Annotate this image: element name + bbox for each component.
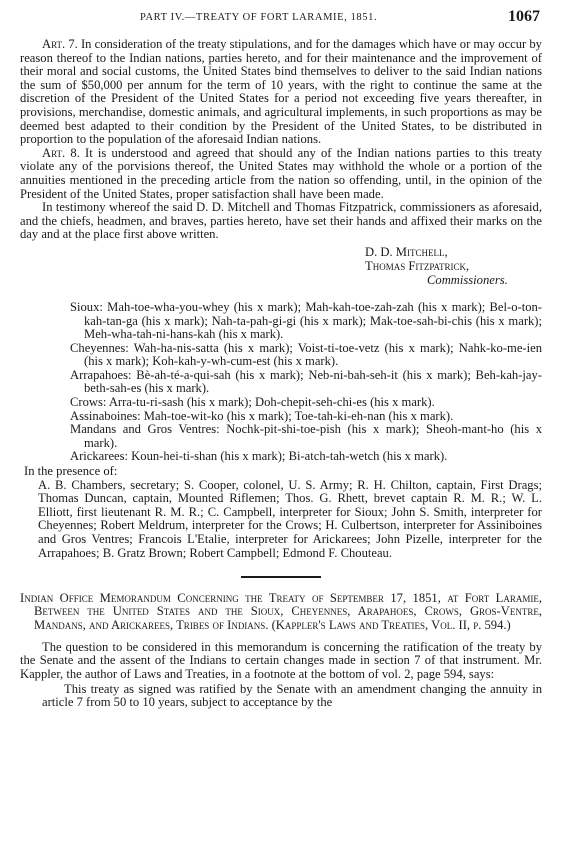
page-header [20, 8, 540, 30]
presence-heading: In the presence of: [24, 464, 118, 479]
article-8-label: Art. 8. [42, 145, 80, 160]
page-body [20, 38, 542, 710]
tribe-mandans-gros-ventres: Mandans and Gros Ventres: Nochk-pit-shi-toe-pish (his x mark); Sheoh-mant-ho (his x mark). [70, 422, 542, 450]
testimony-paragraph: In testimony whereof the said D. D. Mitchell and Thomas Fitzpatrick, commissioners as aforesaid, and the chiefs, headmen, and braves, parties hereto, have set their hands and affixed their marks on the day and at the place first above written. [20, 200, 542, 242]
signature-fitzpatrick: Thomas Fitzpatrick, [365, 258, 470, 273]
witness-list: A. B. Chambers, secretary; S. Cooper, colonel, U. S. Army; R. H. Chilton, captain, First Drags; Thomas Duncan, captain, Mounted Riflemen; Thos. G. Rhett, brevet captain R. M. R.; W. L. Elliott, first lieutenant R. M. R.; C. Campbell, interpreter for Sioux; John S. Smith, interpreter for Cheyennes; Robert Meldrum, interpreter for the Crows; H. Culbertson, interpreter for Assiniboines and Gros Ventres; Francois L'Etalie, interpreter for Arickarees; John Pizelle, interpreter for the Arrapahoes; B. Gratz Brown; Robert Campbell; Edmond F. Chouteau. [38, 477, 542, 560]
memo-title: Indian Office Memorandum Concerning the Treaty of September 17, 1851, at Fort Laramie, Between the United States and the Sioux, Cheyennes, Arapahoes, Crows, Gros-Ventre, Mandans, and Arickarees, Tribes of Indians. (Kappler's Laws and Treaties, Vol. II, p. 594.) [20, 591, 542, 632]
running-title: PART IV.—TREATY OF FORT LARAMIE, 1851. [140, 12, 378, 23]
tribe-cheyennes: Cheyennes: Wah-ha-nis-satta (his x mark); Voist-ti-toe-vetz (his x mark); Nahk-ko-me-ien (his x mark); Koh-kah-y-wh-cum-est (his x mark). [70, 340, 542, 369]
section-divider [241, 576, 321, 578]
article-8 [20, 147, 542, 201]
commissioner-signatures [365, 245, 542, 287]
article-7-label: Art. 7. [42, 37, 78, 51]
memo-paragraph: The question to be considered in this memorandum is concerning the ratification of the treaty by the Senate and the assent of the Indians to certain changes made in section 7 of that instrument. Mr. Kappler, the author of Laws and Treaties, in a footnote at the bottom of vol. 2, page 594, says: [20, 639, 542, 681]
memo-quote: This treaty as signed was ratified by the Senate with an amendment changing the annuity in article 7 from 50 to 10 years, subject to acceptance by the [42, 681, 542, 710]
tribe-assinaboines: Assinaboines: Mah-toe-wit-ko (his x mark); Toe-tah-ki-eh-nan (his x mark). [70, 408, 454, 423]
article-7-text: In consideration of the treaty stipulations, and for the damages which have or may occur by reason thereof to the Indian nations, parties hereto, and for their maintenance and the improvement of their moral and social customs, the United States bind themselves to deliver to the said Indian nations the sum of $50,000 per annum for the term of 10 years, with the right to continue the same at the discretion of the President of the United States for a period not exceeding five years thereafter, in provisions, merchandise, domestic animals, and agricultural implements, in such proportions as may be deemed best adapted to their condition by the President of the United States, to be distributed in proportion to the population of the aforesaid Indian nations. [20, 37, 542, 147]
signature-role: Commissioners. [427, 272, 508, 287]
tribe-arickarees: Arickarees: Koun-hei-ti-shan (his x mark); Bi-atch-tah-wetch (his x mark). [70, 449, 448, 464]
tribe-arrapahoes: Arrapahoes: Bè-ah-té-a-qui-sah (his x mark); Neb-ni-bah-seh-it (his x mark); Beh-kah-jay-beth-sah-es (his x mark). [70, 367, 542, 396]
tribe-sioux: Sioux: Mah-toe-wha-you-whey (his x mark); Mah-kah-toe-zah-zah (his x mark); Bel-o-ton-kah-tan-ga (his x mark); Nah-ta-pah-gi-gi (his x mark); Mak-toe-sah-bi-chis (his x mark); Meh-wha-tah-ni-hans-kah (his x mark). [70, 299, 542, 342]
article-7 [20, 38, 542, 147]
tribal-signatories [70, 301, 542, 464]
article-8-text: It is understood and agreed that should any of the Indian nations parties to this treaty violate any of the porvisions thereof, the United States may withhold the whole or a portion of the annuities mentioned in the preceding article from the nation so offending, until, in the opinion of the President of the United States, proper satisfaction shall have been made. [20, 145, 542, 201]
signature-mitchell: D. D. Mitchell, [365, 244, 448, 259]
tribe-crows: Crows: Arra-tu-ri-sash (his x mark); Doh-chepit-seh-chi-es (his x mark). [70, 395, 435, 410]
page-number: 1067 [508, 8, 540, 25]
